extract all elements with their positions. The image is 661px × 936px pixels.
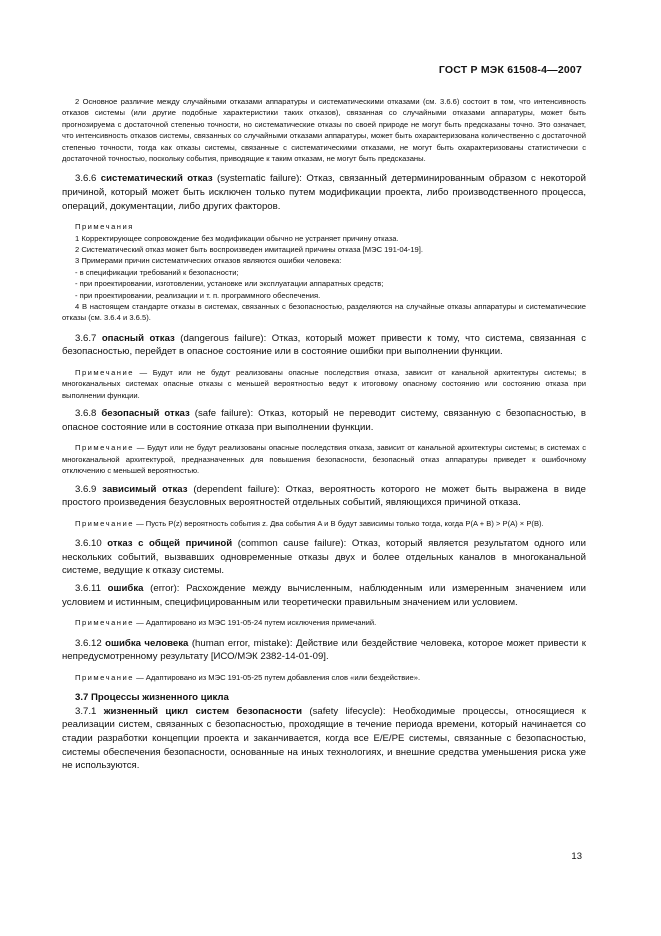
term: ошибка <box>107 583 144 595</box>
note-3-6-9 <box>62 518 586 529</box>
note-text: — Адаптировано из МЭС 191-05-25 путем добавления слов «или бездействие». <box>133 672 421 682</box>
clause-number: 3.6.8 <box>75 408 97 420</box>
clause-number: 3.6.9 <box>75 483 97 495</box>
note-label: Примечание <box>75 618 134 628</box>
note-item: - в спецификации требований к безопасности; <box>75 267 239 277</box>
definition-text: (dangerous failure): Отказ, который может привести к тому, что система, связанная с безопасностью, перейдет в опасное состояние или в состояние ошибки при выполнении функции. <box>62 332 586 358</box>
note-text: — Будут или не будут реализованы опасные последствия отказа, зависит от канальной архитектуры системы; в системах с многоканальной архитектурой, предназначенных для повышения безопасности, безопасный отказ аппаратуры приведет к ошибочному отключению с меньшей вероятностью. <box>62 443 586 476</box>
term: систематический отказ <box>100 173 213 185</box>
note-paragraph: 2 Основное различие между случайными отказами аппаратуры и систематическими отказами (см. 3.6.6) состоит в том, что интенсивность отказов системы (или другие подобные характеристики таких отказов), связанная со случайными отказами аппаратуры, может быть прогнозируема с достаточной степенью точности, но систематические отказы по своей природе не могут быть предсказаны точно. Это означает, что интенсивность отказов системы, связанных со случайными отказами аппаратуры, может быть охарактеризована количественно с достаточной степенью точности, тогда как отказы системы, связанные с систематическими отказами, не могут быть охарактеризованы статистически с достаточной точностью, поскольку события, приводящие к таким отказам, не могут быть предсказаны. <box>62 97 586 164</box>
definition-text: (systematic failure): Отказ, связанный детерминированным образом с некоторой причиной, который может быть исключен только путем модификации проекта, либо производственного процесса, операций, документации, либо других факторов. <box>62 173 586 212</box>
definition-3-7-1 <box>62 705 586 773</box>
definition-3-6-6 <box>62 172 586 213</box>
term: безопасный отказ <box>101 408 190 420</box>
definition-3-6-10 <box>62 537 586 578</box>
definition-3-6-8 <box>62 407 586 434</box>
note-item: - при проектировании, реализации и т. п. программного обеспечения. <box>75 290 321 300</box>
note-text: — Адаптировано из МЭС 191-05-24 путем исключения примечаний. <box>133 618 377 628</box>
clause-number: 3.6.10 <box>75 538 102 550</box>
note-text: — Будут или не будут реализованы опасные последствия отказа, зависит от канальной архитектуры системы; в многоканальных системах опасные отказы с меньшей вероятностью ведут к итоговому опасному состоянию или состоянию отказа при выполнении функции. <box>62 368 586 400</box>
definition-3-6-7 <box>62 332 586 359</box>
note-label: Примечание <box>75 672 134 682</box>
definition-text: (safe failure): Отказ, который не переводит систему, связанную с безопасностью, в опасное состояние или в состояние отказа при выполнении функции. <box>62 408 586 433</box>
term: отказ с общей причиной <box>107 538 233 550</box>
term: ошибка человека <box>105 637 189 649</box>
note-3-6-7 <box>62 367 586 401</box>
section-number: 3.7 <box>75 692 89 704</box>
note-3-6-12 <box>62 672 586 683</box>
definition-text: (error): Расхождение между вычисленным, наблюденным или измеренным значением или условием и истинным, специфицированным или теоретически правильным значением или условием. <box>62 583 586 608</box>
definition-text: (safety lifecycle): Необходимые процессы, относящиеся к реализации систем, связанных с безопасностью, проходящие в течение периода времени, который начинается со стадии разработки концепции проекта и заканчивается, когда все E/E/PE системы, связанные с безопасностью, системы обеспечения безопасности, основанные на иных технологиях, и внешние средства уменьшения риска уже не используются. <box>62 705 586 772</box>
note-label: Примечание <box>75 518 134 528</box>
note-label: Примечание <box>75 368 134 378</box>
definition-3-6-11 <box>62 582 586 609</box>
note-item: 1 Корректирующее сопровождение без модификации обычно не устраняет причину отказа. <box>75 233 399 243</box>
page-content <box>62 96 586 773</box>
note-3-6-11 <box>62 617 586 628</box>
clause-number: 3.6.6 <box>75 173 97 185</box>
note-text: — Пусть P(z) вероятность события z. Два события A и B будут зависимы только тогда, когда P(A + B) > P(A) × P(B). <box>133 518 544 528</box>
definition-text: (human error, mistake): Действие или бездействие человека, которое может привести к непредусмотренному результату [ИСО/МЭК 2382-14-01-09]. <box>62 637 586 663</box>
clause-number: 3.6.11 <box>75 583 101 595</box>
definition-text: (dependent failure): Отказ, вероятность которого не может быть выражена в виде простого произведения безусловных вероятностей отдельных событий, являющихся причиной отказа. <box>62 483 586 509</box>
note-item: 2 Систематический отказ может быть воспроизведен имитацией причины отказа [МЭС 191-04-19]. <box>75 245 424 255</box>
clause-number: 3.7.1 <box>75 705 97 717</box>
note-item: 4 В настоящем стандарте отказы в системах, связанных с безопасностью, разделяются на случайные отказы аппаратуры и систематические отказы (см. 3.6.4 и 3.6.5). <box>62 302 586 323</box>
clause-number: 3.6.12 <box>75 637 102 649</box>
clause-number: 3.6.7 <box>75 332 97 344</box>
definition-3-6-12 <box>62 637 586 664</box>
definition-3-6-9 <box>62 483 586 510</box>
term: зависимый отказ <box>102 483 188 495</box>
page-number: 13 <box>571 851 582 862</box>
note-3-6-8 <box>62 442 586 476</box>
section-title: Процессы жизненного цикла <box>91 692 229 704</box>
definition-text: (common cause failure): Отказ, который является результатом одного или нескольких событий, вызвавших одновременные отказы двух и более отдельных каналов в многоканальной системе, ведущие к отказу системы. <box>62 538 586 577</box>
note-label: Примечание <box>75 443 134 453</box>
notes-title: Примечания <box>75 222 134 232</box>
section-heading-3-7 <box>62 691 586 705</box>
note-item: - при проектировании, изготовлении, установке или эксплуатации аппаратных средств; <box>75 279 384 289</box>
standard-number-header: ГОСТ Р МЭК 61508-4—2007 <box>438 64 582 76</box>
note-item: 3 Примерами причин систематических отказов являются ошибки человека: <box>75 256 342 266</box>
term: жизненный цикл систем безопасности <box>103 705 303 717</box>
term: опасный отказ <box>101 332 175 344</box>
